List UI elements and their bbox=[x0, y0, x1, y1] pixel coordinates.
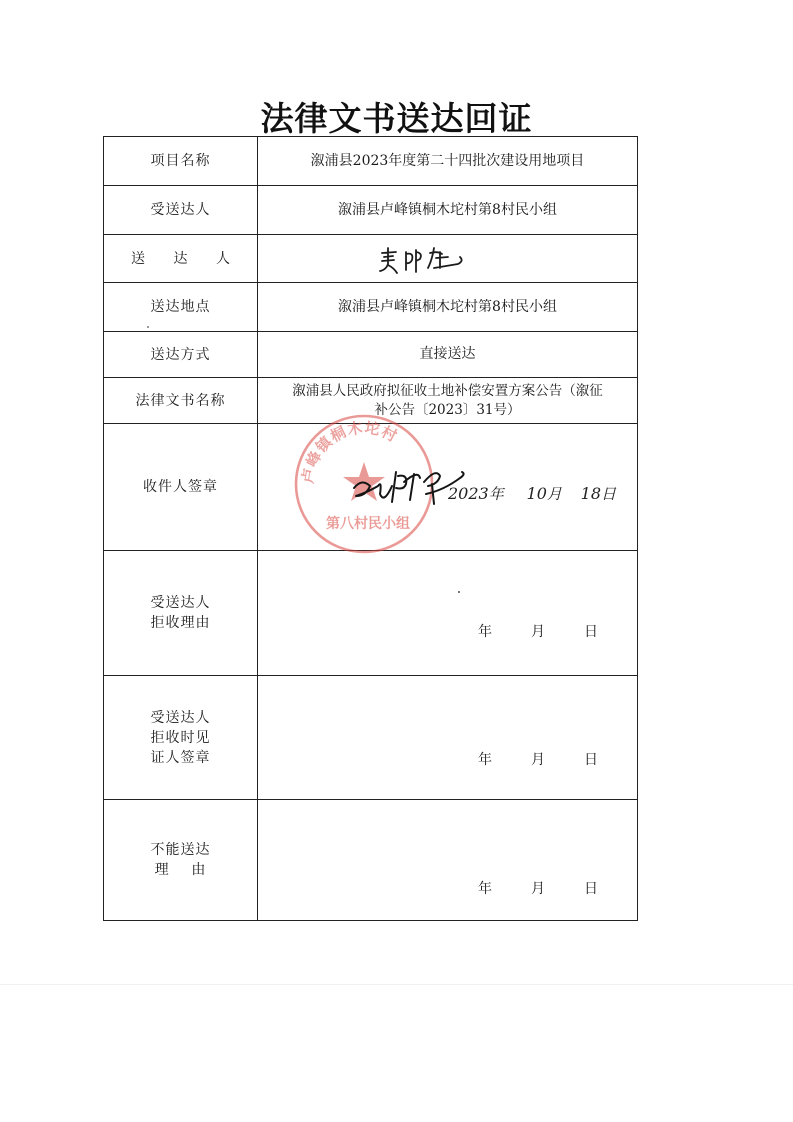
row-recipient bbox=[104, 185, 637, 234]
row-project-name bbox=[104, 137, 637, 185]
label-recipient: 受送达人 bbox=[104, 186, 258, 234]
label-document-name: 法律文书名称 bbox=[104, 378, 258, 423]
month-label: 月 bbox=[531, 624, 545, 640]
sign-day-label: 日 bbox=[601, 485, 617, 503]
year-label: 年 bbox=[478, 752, 492, 768]
handwritten-year: 2023 bbox=[448, 484, 489, 503]
value-undeliverable-reason bbox=[258, 800, 637, 920]
row-undeliverable-reason bbox=[104, 799, 637, 920]
sign-month-label: 月 bbox=[546, 485, 562, 503]
scan-speck bbox=[458, 591, 460, 593]
label-server: 送 达 人 bbox=[104, 235, 258, 282]
day-label: 日 bbox=[584, 752, 598, 768]
year-label: 年 bbox=[478, 624, 492, 640]
scan-speck bbox=[147, 326, 149, 328]
label-project-name: 项目名称 bbox=[104, 137, 258, 185]
row-refusal-reason bbox=[104, 550, 637, 675]
label-undeliverable-reason: 不能送达 理 由 bbox=[104, 800, 258, 920]
handwritten-sign-date bbox=[448, 484, 616, 504]
sign-year-label: 年 bbox=[488, 485, 504, 503]
row-service-location bbox=[104, 282, 637, 331]
day-label: 日 bbox=[584, 624, 598, 640]
row-witness-signature bbox=[104, 675, 637, 799]
value-service-location: 溆浦县卢峰镇桐木坨村第8村民小组 bbox=[338, 298, 557, 315]
svg-text:第八村民小组: 第八村民小组 bbox=[326, 516, 410, 532]
label-service-location: 送达地点 bbox=[104, 283, 258, 331]
label-service-method: 送达方式 bbox=[104, 332, 258, 377]
value-recipient-signature bbox=[258, 418, 637, 550]
month-label: 月 bbox=[531, 881, 545, 897]
value-recipient: 溆浦县卢峰镇桐木坨村第8村民小组 bbox=[338, 201, 557, 218]
document-title: 法律文书送达回证 bbox=[260, 99, 533, 138]
witness-date-line bbox=[478, 751, 598, 770]
day-label: 日 bbox=[584, 881, 598, 897]
row-recipient-signature bbox=[104, 418, 637, 550]
service-receipt-table bbox=[103, 136, 638, 921]
label-witness-signature: 受送达人 拒收时见 证人签章 bbox=[104, 676, 258, 799]
value-refusal-reason bbox=[258, 551, 637, 675]
value-service-method: 直接送达 bbox=[419, 346, 476, 362]
label-recipient-signature: 收件人签章 bbox=[104, 424, 258, 550]
refusal-date-line bbox=[478, 623, 598, 642]
month-label: 月 bbox=[531, 752, 545, 768]
value-server bbox=[258, 235, 637, 282]
label-refusal-reason: 受送达人 拒收理由 bbox=[104, 551, 258, 675]
handwritten-day: 18 bbox=[580, 484, 602, 503]
value-project-name: 溆浦县2023年度第二十四批次建设用地项目 bbox=[310, 152, 585, 169]
row-server bbox=[104, 234, 637, 282]
svg-text:卢峰镇桐木坨村: 卢峰镇桐木坨村 bbox=[298, 418, 401, 485]
scan-edge-line bbox=[0, 984, 793, 985]
server-signature bbox=[376, 244, 486, 276]
undeliverable-date-line bbox=[478, 880, 598, 899]
year-label: 年 bbox=[478, 881, 492, 897]
handwritten-month: 10 bbox=[526, 484, 547, 503]
value-witness-signature bbox=[258, 676, 637, 799]
row-service-method bbox=[104, 331, 637, 377]
value-document-name: 溆浦县人民政府拟征收土地补偿安置方案公告（溆征 补公告〔2023〕31号） bbox=[292, 382, 603, 418]
